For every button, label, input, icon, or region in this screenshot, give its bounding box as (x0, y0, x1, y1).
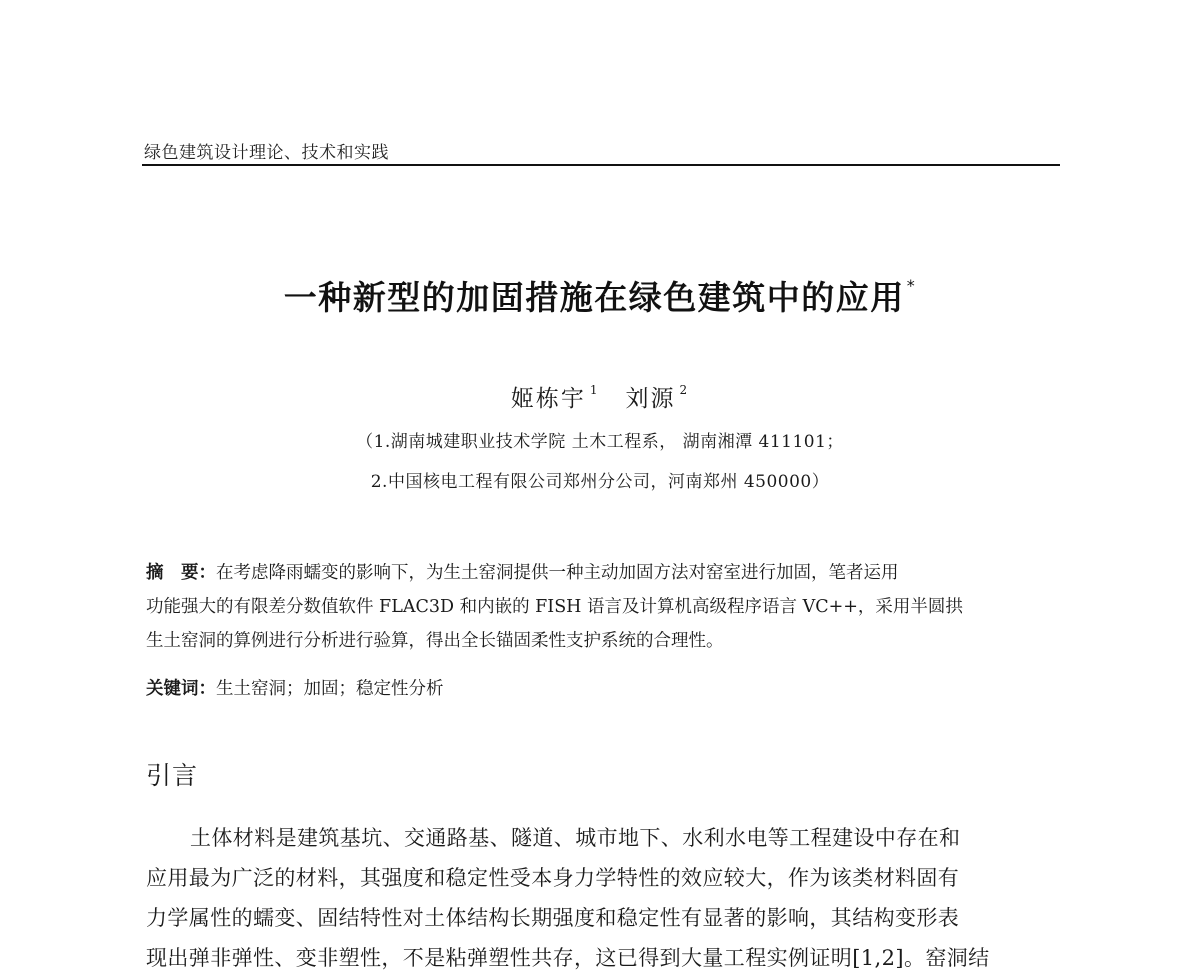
abstract-text: 在考虑降雨蠕变的影响下，为生土窑洞提供一种主动加固方法对窑室进行加固，笔者运用 (216, 563, 899, 583)
abstract (146, 556, 1058, 658)
title-footnote-marker: * (906, 276, 917, 295)
abstract-label: 摘 要： (146, 563, 216, 583)
paper-title (0, 272, 1200, 319)
affiliation-line: 2.中国核电工程有限公司郑州分公司，河南郑州 450000） (370, 472, 830, 492)
author-name: 姬栋宇 (510, 386, 586, 412)
author-affiliation-number: 1 (589, 383, 600, 397)
running-head: 绿色建筑设计理论、技术和实践 (144, 143, 389, 163)
body-line: 应用最为广泛的材料，其强度和稳定性受本身力学特性的效应较大，作为该类材料固有 (146, 866, 960, 890)
keywords (146, 675, 444, 700)
author-affiliation-number: 2 (679, 383, 690, 397)
keywords-label: 关键词： (146, 679, 216, 699)
section-heading: 引言 (146, 761, 199, 790)
abstract-line: 生土窑洞的算例进行分析进行验算，得出全长锚固柔性支护系统的合理性。 (146, 631, 724, 651)
body-line: 力学属性的蠕变、固结特性对土体结构长期强度和稳定性有显著的影响，其结构变形表 (146, 906, 960, 930)
author-name: 刘源 (625, 386, 676, 412)
keywords-text: 生土窑洞；加固；稳定性分析 (216, 679, 444, 699)
paper-title-text: 一种新型的加固措施在绿色建筑中的应用 (283, 278, 905, 317)
affiliation-line: （1.湖南城建职业技术学院 土木工程系， 湖南湘潭 411101； (356, 432, 844, 452)
body-paragraph (146, 818, 1060, 978)
abstract-line (146, 556, 1058, 590)
body-line: 现出弹非弹性、变非塑性，不是粘弹塑性共存，这已得到大量工程实例证明[1,2]。窑洞结 (146, 946, 990, 970)
header-rule (142, 164, 1060, 166)
body-line: 土体材料是建筑基坑、交通路基、隧道、城市地下、水利水电等工程建设中存在和 (190, 826, 961, 850)
author-line (0, 380, 1200, 413)
abstract-line: 功能强大的有限差分数值软件 FLAC3D 和内嵌的 FISH 语言及计算机高级程序语言 VC++，采用半圆拱 (146, 597, 963, 617)
